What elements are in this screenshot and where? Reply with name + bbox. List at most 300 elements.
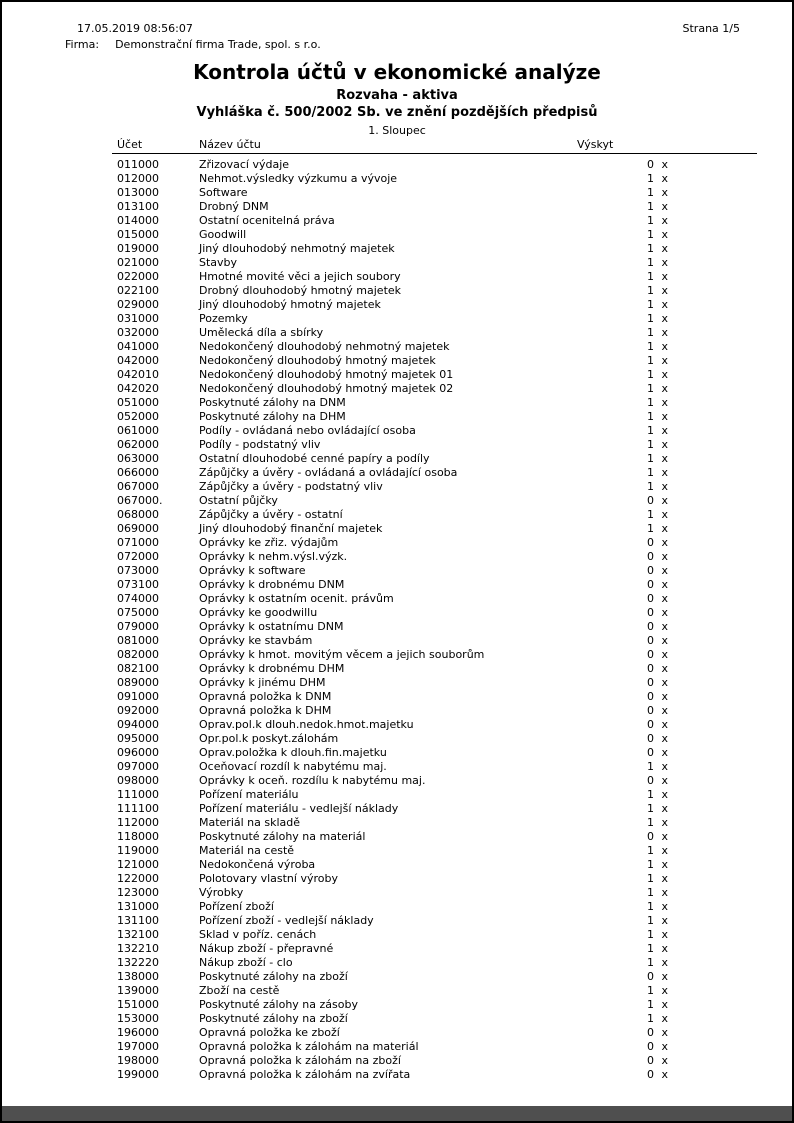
table-row	[117, 886, 677, 900]
table-row	[117, 522, 677, 536]
account-cell: 118000	[117, 830, 159, 843]
occurrence-mark-cell: x	[661, 662, 668, 675]
account-cell: 042010	[117, 368, 159, 381]
name-cell: Sklad v poříz. cenách	[199, 928, 317, 941]
name-cell: Oprávky ke goodwillu	[199, 606, 318, 619]
occurrence-value-cell: 1	[647, 368, 654, 381]
occurrence-mark-cell: x	[661, 480, 668, 493]
report-subtitle-regulation: Vyhláška č. 500/2002 Sb. ve znění pozdějších předpisů	[196, 105, 598, 120]
occurrence-mark-cell: x	[661, 438, 668, 451]
occurrence-value-cell: 0	[647, 718, 654, 731]
occurrence-mark-cell: x	[661, 872, 668, 885]
name-cell: Oprav.položka k dlouh.fin.majetku	[199, 746, 387, 759]
occurrence-value-cell: 0	[647, 536, 654, 549]
table-row	[117, 326, 677, 340]
account-cell: 082100	[117, 662, 159, 675]
name-cell: Poskytnuté zálohy na zásoby	[199, 998, 358, 1011]
occurrence-value-cell: 1	[647, 480, 654, 493]
name-cell: Oprávky k drobnému DNM	[199, 578, 345, 591]
column-header-account: Účet	[117, 138, 143, 151]
table-row	[117, 942, 677, 956]
occurrence-value-cell: 1	[647, 802, 654, 815]
account-cell: 097000	[117, 760, 159, 773]
occurrence-value-cell: 0	[647, 606, 654, 619]
table-row	[117, 1040, 677, 1054]
occurrence-mark-cell: x	[661, 186, 668, 199]
occurrence-mark-cell: x	[661, 340, 668, 353]
occurrence-value-cell: 0	[647, 774, 654, 787]
name-cell: Oprávky k ostatním ocenit. právům	[199, 592, 394, 605]
occurrence-value-cell: 1	[647, 858, 654, 871]
table-row	[117, 830, 677, 844]
table-row	[117, 494, 677, 508]
occurrence-mark-cell: x	[661, 984, 668, 997]
occurrence-value-cell: 0	[647, 550, 654, 563]
table-row	[117, 298, 677, 312]
name-cell: Výrobky	[199, 886, 244, 899]
account-cell: 052000	[117, 410, 159, 423]
name-cell: Oprávky k oceň. rozdílu k nabytému maj.	[199, 774, 426, 787]
occurrence-mark-cell: x	[661, 732, 668, 745]
occurrence-mark-cell: x	[661, 354, 668, 367]
occurrence-value-cell: 0	[647, 732, 654, 745]
occurrence-value-cell: 1	[647, 522, 654, 535]
name-cell: Jiný dlouhodobý finanční majetek	[199, 522, 383, 535]
table-row	[117, 312, 677, 326]
table-row	[117, 956, 677, 970]
table-row	[117, 872, 677, 886]
table-row	[117, 186, 677, 200]
occurrence-mark-cell: x	[661, 172, 668, 185]
occurrence-mark-cell: x	[661, 396, 668, 409]
occurrence-value-cell: 1	[647, 354, 654, 367]
occurrence-value-cell: 1	[647, 760, 654, 773]
table-row	[117, 214, 677, 228]
account-cell: 197000	[117, 1040, 159, 1053]
account-cell: 151000	[117, 998, 159, 1011]
table-row	[117, 508, 677, 522]
account-cell: 042000	[117, 354, 159, 367]
name-cell: Zboží na cestě	[199, 984, 280, 997]
column-header-occurrence: Výskyt	[577, 138, 614, 151]
report-datetime: 17.05.2019 08:56:07	[77, 22, 193, 35]
table-row	[117, 340, 677, 354]
name-cell: Jiný dlouhodobý nehmotný majetek	[199, 242, 395, 255]
occurrence-mark-cell: x	[661, 956, 668, 969]
occurrence-value-cell: 1	[647, 298, 654, 311]
occurrence-value-cell: 1	[647, 424, 654, 437]
occurrence-mark-cell: x	[661, 606, 668, 619]
name-cell: Podíly - ovládaná nebo ovládající osoba	[199, 424, 416, 437]
occurrence-value-cell: 0	[647, 1026, 654, 1039]
occurrence-mark-cell: x	[661, 242, 668, 255]
account-cell: 029000	[117, 298, 159, 311]
table-row	[117, 690, 677, 704]
occurrence-mark-cell: x	[661, 634, 668, 647]
account-cell: 196000	[117, 1026, 159, 1039]
table-row	[117, 256, 677, 270]
occurrence-value-cell: 1	[647, 438, 654, 451]
name-cell: Poskytnuté zálohy na zboží	[199, 970, 348, 983]
account-cell: 132220	[117, 956, 159, 969]
occurrence-value-cell: 1	[647, 172, 654, 185]
name-cell: Hmotné movité věci a jejich soubory	[199, 270, 401, 283]
occurrence-value-cell: 1	[647, 984, 654, 997]
occurrence-value-cell: 1	[647, 872, 654, 885]
occurrence-mark-cell: x	[661, 564, 668, 577]
occurrence-mark-cell: x	[661, 746, 668, 759]
occurrence-value-cell: 1	[647, 214, 654, 227]
table-row	[117, 1054, 677, 1068]
table-row	[117, 564, 677, 578]
account-cell: 031000	[117, 312, 159, 325]
name-cell: Ostatní půjčky	[199, 494, 278, 507]
table-row	[117, 984, 677, 998]
account-cell: 041000	[117, 340, 159, 353]
occurrence-value-cell: 1	[647, 942, 654, 955]
name-cell: Opravná položka k DHM	[199, 704, 332, 717]
name-cell: Pořízení materiálu - vedlejší náklady	[199, 802, 399, 815]
occurrence-mark-cell: x	[661, 690, 668, 703]
header-divider	[112, 153, 757, 154]
table-row	[117, 466, 677, 480]
name-cell: Materiál na cestě	[199, 844, 295, 857]
occurrence-mark-cell: x	[661, 928, 668, 941]
name-cell: Jiný dlouhodobý hmotný majetek	[199, 298, 381, 311]
name-cell: Nedokončený dlouhodobý hmotný majetek 01	[199, 368, 454, 381]
occurrence-value-cell: 1	[647, 228, 654, 241]
occurrence-value-cell: 0	[647, 1040, 654, 1053]
occurrence-value-cell: 0	[647, 634, 654, 647]
table-row	[117, 844, 677, 858]
account-cell: 199000	[117, 1068, 159, 1081]
account-cell: 131000	[117, 900, 159, 913]
table-row	[117, 774, 677, 788]
account-cell: 198000	[117, 1054, 159, 1067]
occurrence-mark-cell: x	[661, 284, 668, 297]
occurrence-value-cell: 0	[647, 662, 654, 675]
name-cell: Ostatní dlouhodobé cenné papíry a podíly	[199, 452, 430, 465]
name-cell: Oprávky k jinému DHM	[199, 676, 326, 689]
account-cell: 011000	[117, 158, 159, 171]
account-cell: 067000	[117, 480, 159, 493]
account-cell: 112000	[117, 816, 159, 829]
name-cell: Opravná položka ke zboží	[199, 1026, 340, 1039]
occurrence-mark-cell: x	[661, 508, 668, 521]
occurrence-mark-cell: x	[661, 256, 668, 269]
account-cell: 073100	[117, 578, 159, 591]
account-cell: 095000	[117, 732, 159, 745]
account-cell: 073000	[117, 564, 159, 577]
account-cell: 092000	[117, 704, 159, 717]
account-cell: 015000	[117, 228, 159, 241]
name-cell: Oprávky ke stavbám	[199, 634, 313, 647]
table-row	[117, 816, 677, 830]
name-cell: Zápůjčky a úvěry - ostatní	[199, 508, 343, 521]
name-cell: Oprav.pol.k dlouh.nedok.hmot.majetku	[199, 718, 414, 731]
name-cell: Zápůjčky a úvěry - podstatný vliv	[199, 480, 383, 493]
occurrence-mark-cell: x	[661, 760, 668, 773]
firm-name: Demonstrační firma Trade, spol. s r.o.	[115, 38, 321, 51]
occurrence-mark-cell: x	[661, 200, 668, 213]
account-cell: 081000	[117, 634, 159, 647]
occurrence-mark-cell: x	[661, 844, 668, 857]
occurrence-value-cell: 1	[647, 928, 654, 941]
name-cell: Opravná položka k zálohám na zboží	[199, 1054, 401, 1067]
occurrence-value-cell: 1	[647, 914, 654, 927]
name-cell: Oprávky k ostatnímu DNM	[199, 620, 344, 633]
occurrence-mark-cell: x	[661, 1054, 668, 1067]
occurrence-mark-cell: x	[661, 312, 668, 325]
occurrence-mark-cell: x	[661, 410, 668, 423]
table-row	[117, 158, 677, 172]
occurrence-mark-cell: x	[661, 382, 668, 395]
table-row	[117, 858, 677, 872]
column-note: 1. Sloupec	[368, 124, 426, 137]
occurrence-mark-cell: x	[661, 214, 668, 227]
account-cell: 138000	[117, 970, 159, 983]
table-row	[117, 452, 677, 466]
occurrence-value-cell: 1	[647, 312, 654, 325]
account-cell: 067000.	[117, 494, 163, 507]
occurrence-mark-cell: x	[661, 326, 668, 339]
occurrence-mark-cell: x	[661, 592, 668, 605]
name-cell: Nákup zboží - přepravné	[199, 942, 334, 955]
table-row	[117, 676, 677, 690]
account-cell: 061000	[117, 424, 159, 437]
table-row	[117, 900, 677, 914]
account-cell: 132100	[117, 928, 159, 941]
name-cell: Opravná položka k DNM	[199, 690, 332, 703]
account-cell: 022100	[117, 284, 159, 297]
occurrence-mark-cell: x	[661, 900, 668, 913]
name-cell: Oprávky k drobnému DHM	[199, 662, 345, 675]
table-row	[117, 620, 677, 634]
table-row	[117, 242, 677, 256]
account-cell: 119000	[117, 844, 159, 857]
column-header-name: Název účtu	[199, 138, 261, 151]
occurrence-value-cell: 1	[647, 270, 654, 283]
occurrence-value-cell: 0	[647, 1054, 654, 1067]
occurrence-mark-cell: x	[661, 522, 668, 535]
occurrence-value-cell: 1	[647, 410, 654, 423]
name-cell: Oprávky k nehm.výsl.výzk.	[199, 550, 348, 563]
table-row	[117, 760, 677, 774]
occurrence-value-cell: 1	[647, 242, 654, 255]
name-cell: Nedokončený dlouhodobý hmotný majetek 02	[199, 382, 454, 395]
occurrence-value-cell: 0	[647, 970, 654, 983]
occurrence-mark-cell: x	[661, 1026, 668, 1039]
occurrence-mark-cell: x	[661, 298, 668, 311]
table-row	[117, 424, 677, 438]
name-cell: Ostatní ocenitelná práva	[199, 214, 335, 227]
occurrence-mark-cell: x	[661, 914, 668, 927]
table-body	[117, 158, 677, 1082]
account-cell: 153000	[117, 1012, 159, 1025]
account-cell: 014000	[117, 214, 159, 227]
account-cell: 013000	[117, 186, 159, 199]
table-row	[117, 746, 677, 760]
occurrence-value-cell: 0	[647, 494, 654, 507]
occurrence-mark-cell: x	[661, 1040, 668, 1053]
account-cell: 132210	[117, 942, 159, 955]
table-row	[117, 970, 677, 984]
name-cell: Goodwill	[199, 228, 247, 241]
occurrence-value-cell: 1	[647, 326, 654, 339]
occurrence-mark-cell: x	[661, 942, 668, 955]
account-cell: 019000	[117, 242, 159, 255]
account-cell: 051000	[117, 396, 159, 409]
name-cell: Opravná položka k zálohám na materiál	[199, 1040, 419, 1053]
name-cell: Nehmot.výsledky výzkumu a vývoje	[199, 172, 398, 185]
name-cell: Pořízení materiálu	[199, 788, 299, 801]
occurrence-mark-cell: x	[661, 550, 668, 563]
viewer-bottom-strip	[2, 1106, 792, 1121]
page-number: Strana 1/5	[682, 22, 740, 35]
account-cell: 074000	[117, 592, 159, 605]
account-cell: 013100	[117, 200, 159, 213]
account-cell: 111100	[117, 802, 159, 815]
occurrence-mark-cell: x	[661, 648, 668, 661]
firm-line	[65, 38, 321, 51]
account-cell: 072000	[117, 550, 159, 563]
table-row	[117, 270, 677, 284]
account-cell: 069000	[117, 522, 159, 535]
occurrence-value-cell: 0	[647, 648, 654, 661]
occurrence-value-cell: 1	[647, 816, 654, 829]
name-cell: Oprávky k hmot. movitým věcem a jejich souborům	[199, 648, 485, 661]
name-cell: Opr.pol.k poskyt.zálohám	[199, 732, 339, 745]
occurrence-mark-cell: x	[661, 802, 668, 815]
occurrence-mark-cell: x	[661, 774, 668, 787]
occurrence-mark-cell: x	[661, 452, 668, 465]
report-title: Kontrola účtů v ekonomické analýze	[193, 60, 601, 84]
occurrence-value-cell: 0	[647, 592, 654, 605]
occurrence-mark-cell: x	[661, 158, 668, 171]
occurrence-value-cell: 1	[647, 466, 654, 479]
account-cell: 063000	[117, 452, 159, 465]
account-cell: 066000	[117, 466, 159, 479]
table-row	[117, 634, 677, 648]
account-cell: 089000	[117, 676, 159, 689]
account-cell: 032000	[117, 326, 159, 339]
name-cell: Drobný DNM	[199, 200, 269, 213]
occurrence-value-cell: 0	[647, 564, 654, 577]
account-cell: 139000	[117, 984, 159, 997]
occurrence-mark-cell: x	[661, 718, 668, 731]
account-cell: 122000	[117, 872, 159, 885]
occurrence-value-cell: 1	[647, 256, 654, 269]
occurrence-value-cell: 0	[647, 620, 654, 633]
name-cell: Podíly - podstatný vliv	[199, 438, 321, 451]
occurrence-value-cell: 1	[647, 340, 654, 353]
name-cell: Zřizovací výdaje	[199, 158, 290, 171]
account-cell: 012000	[117, 172, 159, 185]
occurrence-mark-cell: x	[661, 494, 668, 507]
occurrence-value-cell: 0	[647, 1068, 654, 1081]
table-row	[117, 928, 677, 942]
table-row	[117, 1068, 677, 1082]
occurrence-value-cell: 1	[647, 200, 654, 213]
occurrence-mark-cell: x	[661, 998, 668, 1011]
name-cell: Pozemky	[199, 312, 248, 325]
name-cell: Umělecká díla a sbírky	[199, 326, 324, 339]
table-row	[117, 592, 677, 606]
occurrence-mark-cell: x	[661, 858, 668, 871]
account-cell: 082000	[117, 648, 159, 661]
occurrence-mark-cell: x	[661, 1012, 668, 1025]
name-cell: Polotovary vlastní výroby	[199, 872, 338, 885]
occurrence-value-cell: 0	[647, 746, 654, 759]
table-row	[117, 550, 677, 564]
account-cell: 111000	[117, 788, 159, 801]
table-row	[117, 648, 677, 662]
name-cell: Nedokončený dlouhodobý nehmotný majetek	[199, 340, 450, 353]
name-cell: Stavby	[199, 256, 238, 269]
account-cell: 096000	[117, 746, 159, 759]
table-row	[117, 732, 677, 746]
account-cell: 131100	[117, 914, 159, 927]
table-row	[117, 802, 677, 816]
table-row	[117, 606, 677, 620]
occurrence-mark-cell: x	[661, 970, 668, 983]
name-cell: Oprávky k software	[199, 564, 306, 577]
occurrence-value-cell: 1	[647, 452, 654, 465]
table-row	[117, 284, 677, 298]
account-cell: 075000	[117, 606, 159, 619]
account-cell: 021000	[117, 256, 159, 269]
occurrence-value-cell: 0	[647, 704, 654, 717]
table-row	[117, 354, 677, 368]
occurrence-value-cell: 0	[647, 690, 654, 703]
table-row	[117, 998, 677, 1012]
occurrence-mark-cell: x	[661, 704, 668, 717]
table-header-row	[117, 138, 613, 151]
name-cell: Nákup zboží - clo	[199, 956, 293, 969]
occurrence-value-cell: 1	[647, 382, 654, 395]
account-cell: 022000	[117, 270, 159, 283]
occurrence-value-cell: 1	[647, 788, 654, 801]
table-row	[117, 200, 677, 214]
occurrence-mark-cell: x	[661, 620, 668, 633]
occurrence-value-cell: 0	[647, 676, 654, 689]
occurrence-mark-cell: x	[661, 578, 668, 591]
firm-label: Firma:	[65, 38, 100, 51]
occurrence-value-cell: 1	[647, 886, 654, 899]
table-row	[117, 1012, 677, 1026]
occurrence-mark-cell: x	[661, 788, 668, 801]
name-cell: Nedokončený dlouhodobý hmotný majetek	[199, 354, 436, 367]
table-row	[117, 914, 677, 928]
name-cell: Materiál na skladě	[199, 816, 301, 829]
table-row	[117, 480, 677, 494]
name-cell: Poskytnuté zálohy na materiál	[199, 830, 366, 843]
account-cell: 094000	[117, 718, 159, 731]
occurrence-mark-cell: x	[661, 228, 668, 241]
table-row	[117, 368, 677, 382]
account-cell: 098000	[117, 774, 159, 787]
account-cell: 079000	[117, 620, 159, 633]
occurrence-mark-cell: x	[661, 676, 668, 689]
name-cell: Oprávky ke zřiz. výdajům	[199, 536, 339, 549]
account-cell: 071000	[117, 536, 159, 549]
account-cell: 123000	[117, 886, 159, 899]
account-cell: 091000	[117, 690, 159, 703]
table-row	[117, 1026, 677, 1040]
name-cell: Oceňovací rozdíl k nabytému maj.	[199, 760, 387, 773]
occurrence-value-cell: 0	[647, 830, 654, 843]
occurrence-value-cell: 1	[647, 284, 654, 297]
